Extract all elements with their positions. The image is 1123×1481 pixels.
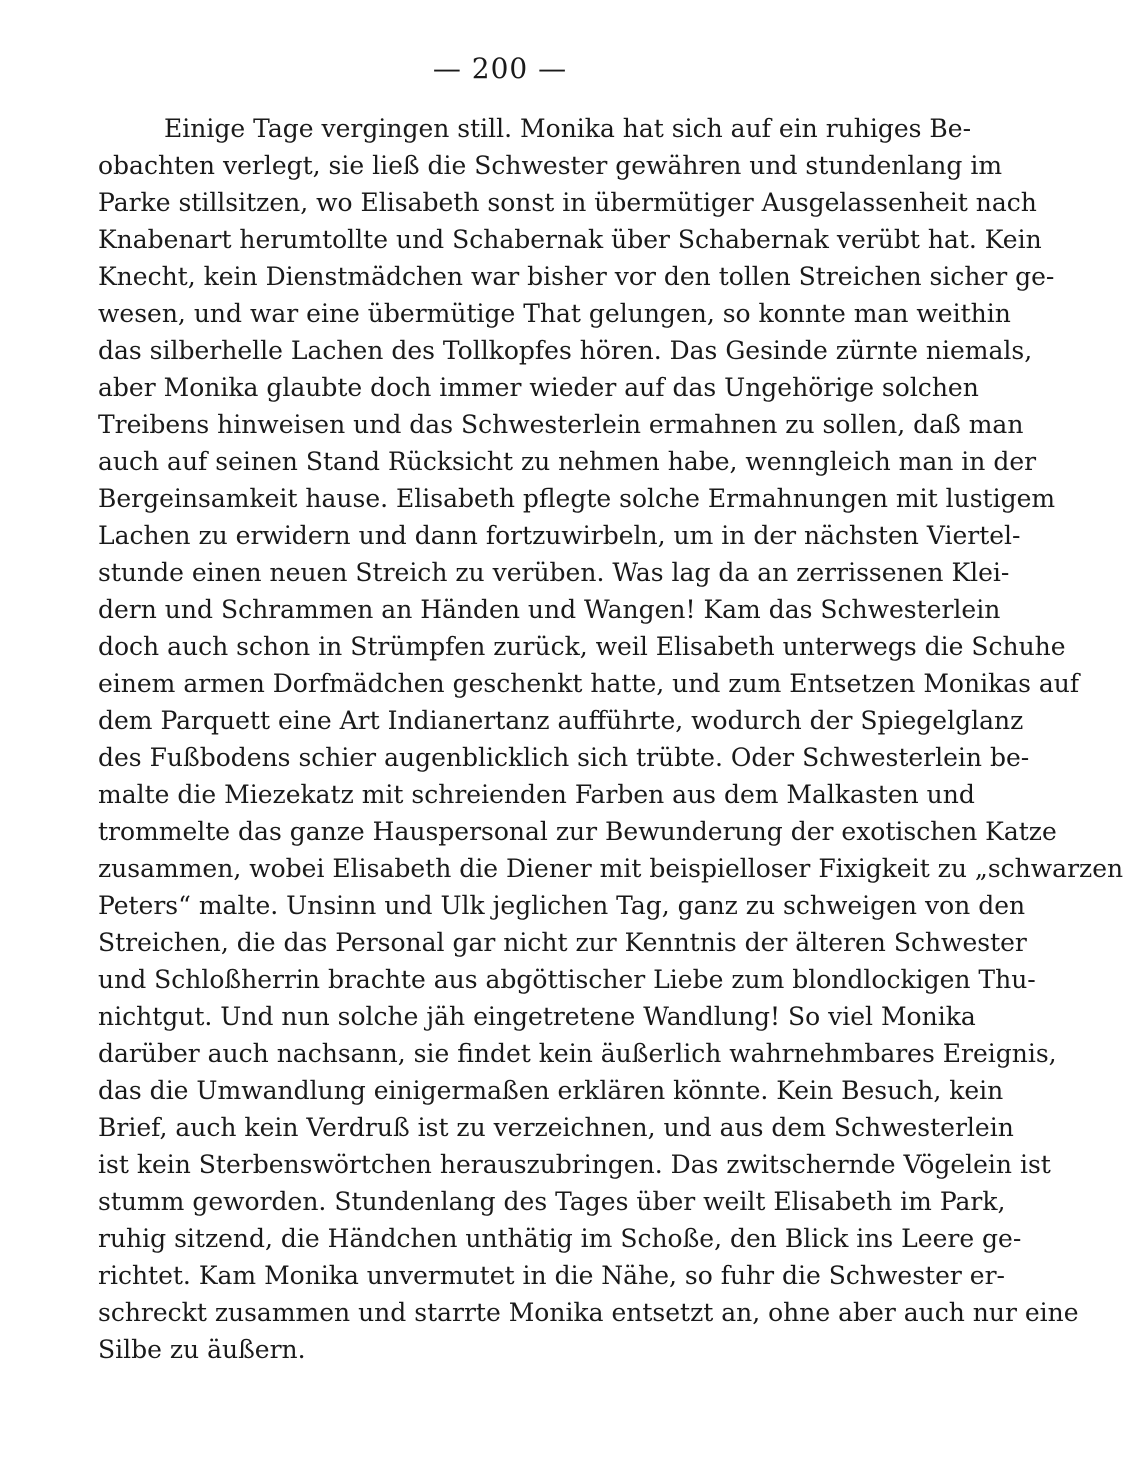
text-line: dern und Schrammen an Händen und Wangen! Kam das Schwesterlein (98, 595, 1001, 624)
text-line: trommelte das ganze Hauspersonal zur Bewunderung der exotischen Katze (98, 817, 1057, 846)
text-line: schreckt zusammen und starrte Monika entsetzt an, ohne aber auch nur eine (98, 1298, 1079, 1327)
text-line: Parke stillsitzen, wo Elisabeth sonst in übermütiger Ausgelassenheit nach (98, 188, 1037, 217)
text-line: wesen, und war eine übermütige That gelungen, so konnte man weithin (98, 299, 1011, 328)
text-line: doch auch schon in Strümpfen zurück, weil Elisabeth unterwegs die Schuhe (98, 632, 1066, 661)
text-line: Bergeinsamkeit hause. Elisabeth pflegte solche Ermahnungen mit lustigem (98, 484, 1056, 513)
text-line: das die Umwandlung einigermaßen erklären könnte. Kein Besuch, kein (98, 1076, 1004, 1105)
text-line: Peters“ malte. Unsinn und Ulk jeglichen Tag, ganz zu schweigen von den (98, 891, 1026, 920)
page-number: — 200 — (432, 52, 568, 85)
text-line: darüber auch nachsann, sie findet kein äußerlich wahrnehmbares Ereignis, (98, 1039, 1057, 1068)
text-line: Brief, auch kein Verdruß ist zu verzeichnen, und aus dem Schwesterlein (98, 1113, 1014, 1142)
text-line: auch auf seinen Stand Rücksicht zu nehmen habe, wenngleich man in der (98, 447, 1037, 476)
text-line: Streichen, die das Personal gar nicht zur Kenntnis der älteren Schwester (98, 928, 1027, 957)
text-line: nichtgut. Und nun solche jäh eingetretene Wandlung! So viel Monika (98, 1002, 976, 1031)
text-line: stunde einen neuen Streich zu verüben. Was lag da an zerrissenen Klei- (98, 558, 1010, 587)
text-line: stumm geworden. Stundenlang des Tages über weilt Elisabeth im Park, (98, 1187, 1006, 1216)
text-line: aber Monika glaubte doch immer wieder auf das Ungehörige solchen (98, 373, 979, 402)
text-line: Lachen zu erwidern und dann fortzuwirbeln, um in der nächsten Viertel- (98, 521, 1021, 550)
text-line: malte die Miezekatz mit schreienden Farben aus dem Malkasten und (98, 780, 975, 809)
text-line: einem armen Dorfmädchen geschenkt hatte, und zum Entsetzen Monikas auf (98, 669, 1080, 698)
text-line: zusammen, wobei Elisabeth die Diener mit beispielloser Fixigkeit zu „schwarzen (98, 854, 1123, 883)
text-line: Treibens hinweisen und das Schwesterlein ermahnen zu sollen, daß man (98, 410, 1024, 439)
text-line: das silberhelle Lachen des Tollkopfes hören. Das Gesinde zürnte niemals, (98, 336, 1033, 365)
text-line: Einige Tage vergingen still. Monika hat sich auf ein ruhiges Be- (164, 114, 972, 143)
text-line: obachten verlegt, sie ließ die Schwester gewähren und stundenlang im (98, 151, 1003, 180)
text-line: ruhig sitzend, die Händchen unthätig im Schoße, den Blick ins Leere ge- (98, 1224, 1022, 1253)
body-text (98, 110, 1123, 1368)
text-line: und Schloßherrin brachte aus abgöttischer Liebe zum blondlockigen Thu- (98, 965, 1036, 994)
text-line: Silbe zu äußern. (98, 1335, 306, 1364)
text-line: dem Parquett eine Art Indianertanz aufführte, wodurch der Spiegelglanz (98, 706, 1024, 735)
text-line: Knecht, kein Dienstmädchen war bisher vor den tollen Streichen sicher ge- (98, 262, 1055, 291)
text-line: Knabenart herumtollte und Schabernak über Schabernak verübt hat. Kein (98, 225, 1042, 254)
text-line: ist kein Sterbenswörtchen herauszubringen. Das zwitschernde Vögelein ist (98, 1150, 1051, 1179)
text-line: richtet. Kam Monika unvermutet in die Nähe, so fuhr die Schwester er- (98, 1261, 1005, 1290)
text-line: des Fußbodens schier augenblicklich sich trübte. Oder Schwesterlein be- (98, 743, 1030, 772)
